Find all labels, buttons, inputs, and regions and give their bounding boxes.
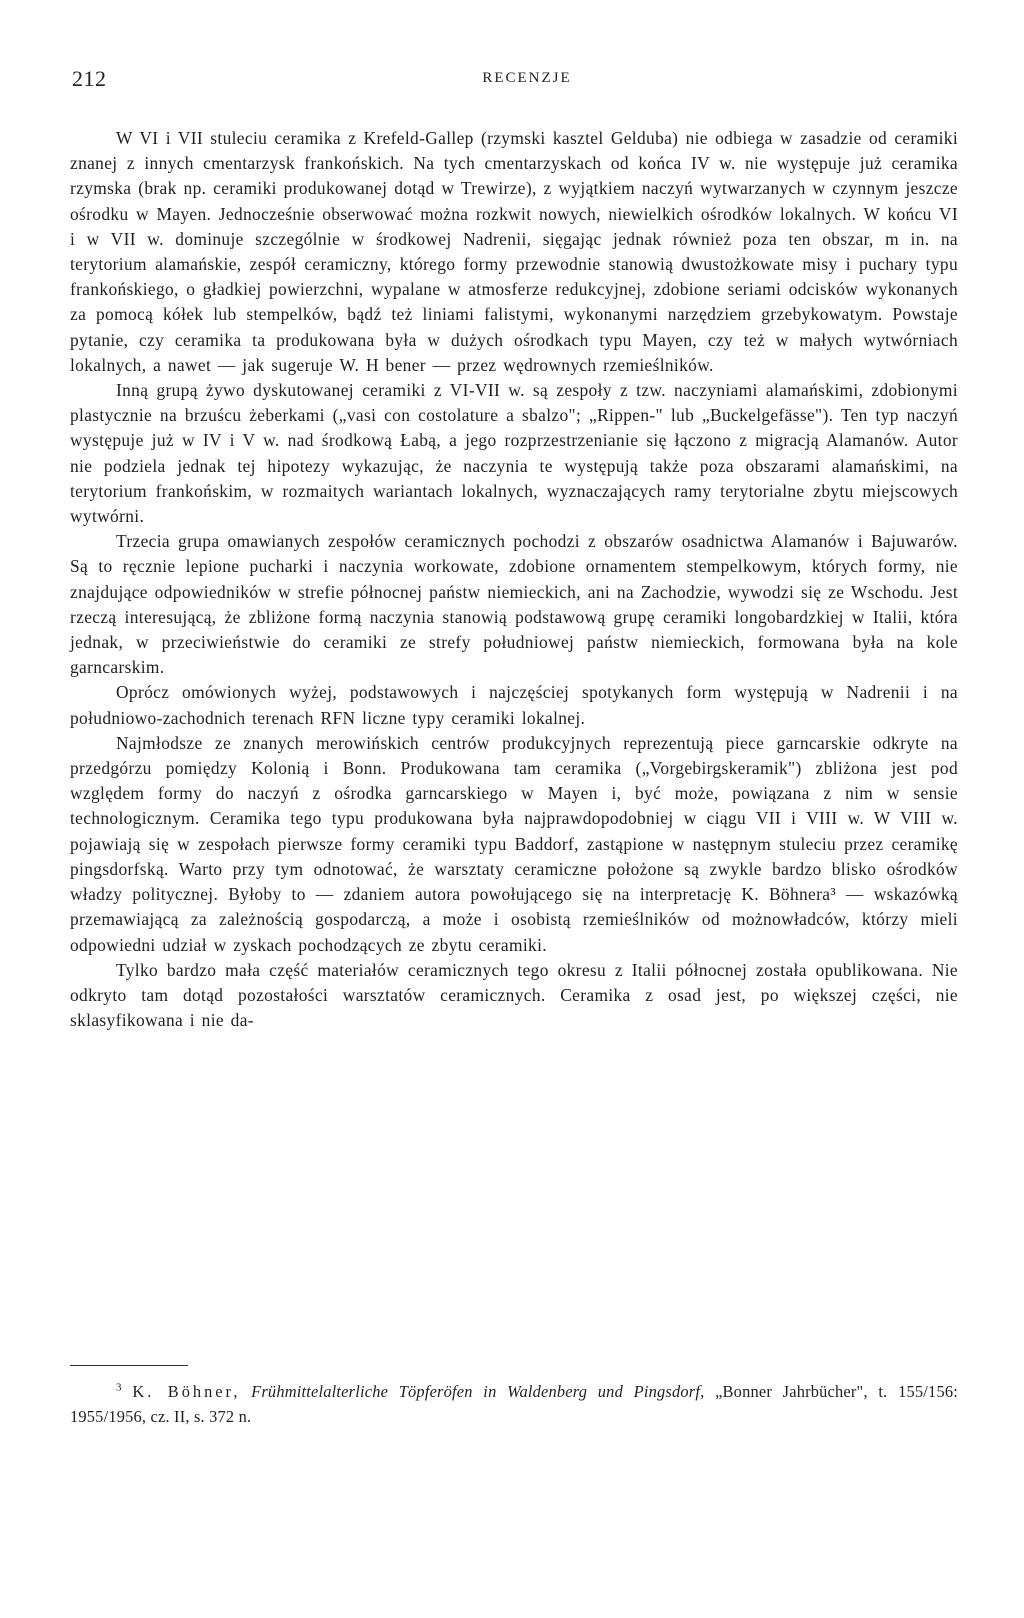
article-body bbox=[70, 126, 958, 1033]
paragraph: Najmłodsze ze znanych merowińskich centrów produkcyjnych reprezentują piece garncarskie odkryte na przedgórzu pomiędzy Kolonią i Bonn. Produkowana tam ceramika („Vorgebirgskeramik") zbliżona jest pod względem formy do naczyń z ośrodka garncarskiego w Mayen i, być może, powiązana z nim w sensie technologicznym. Ceramika tego typu produkowana była najprawdopodobniej w ciągu VII i VIII w. W VIII w. pojawiają się w zespołach pierwsze formy ceramiki typu Baddorf, zastąpione w następnym stuleciu przez ceramikę pingsdorfską. Warto przy tym odnotować, że warsztaty ceramiczne położone są zwykle bardzo blisko ośrodków władzy politycznej. Byłoby to — zdaniem autora powołującego się na interpretację K. Böhnera³ — wskazówką przemawiającą za zależnością gospodarczą, a może i osobistą rzemieślników od możnowładców, którzy mieli odpowiedni udział w zyskach pochodzących ze zbytu ceramiki. bbox=[70, 732, 958, 955]
paragraph: Oprócz omówionych wyżej, podstawowych i najczęściej spotykanych form występują w Nadrenii i na południowo-zachodnich terenach RFN liczne typy ceramiki lokalnej. bbox=[70, 682, 958, 728]
page-header bbox=[72, 66, 952, 96]
paragraph: Trzecia grupa omawianych zespołów ceramicznych pochodzi z obszarów osadnictwa Alamanów i Bajuwarów. Są to ręcznie lepione pucharki i naczynia workowate, zdobione ornamentem stempelkowym, których formy, nie znajdujące odpowiedników w strefie północnej państw niemieckich, ani na Zachodzie, wywodzi się ze Wschodu. Jest rzeczą interesującą, że zbliżone formą naczynia stanowią podstawową grupę ceramiki longobardzkiej w Italii, która jednak, w przeciwieństwie do ceramiki ze strefy południowej państw niemieckich, formowana była na kole garncarskim. bbox=[70, 531, 958, 678]
footnote-title: Frühmittelalterliche Töpferöfen in Waldenberg und Pingsdorf, bbox=[251, 1382, 705, 1401]
footnote-author: K. Böhner, bbox=[132, 1382, 241, 1401]
page-number: 212 bbox=[72, 66, 107, 91]
footnote-divider bbox=[70, 1365, 188, 1366]
paragraph: W VI i VII stuleciu ceramika z Krefeld-Gallep (rzymski kasztel Gelduba) nie odbiega w zasadzie od ceramiki znanej z innych cmentarzysk frankońskich. Na tych cmentarzyskach od końca IV w. nie występuje już ceramika rzymska (brak np. ceramiki produkowanej dotąd w Trewirze), z wyjątkiem naczyń wytwarzanych w czynnym jeszcze ośrodku w Mayen. Jednocześnie obserwować można rozkwit nowych, niewielkich ośrodków lokalnych. W końcu VI i w VII w. dominuje szczególnie w środkowej Nadrenii, sięgając jednak również poza ten obszar, m in. na terytorium alamańskie, zespół ceramiczny, którego formy przewodnie stanowią dwustożkowate misy i puchary typu frankońskiego, o gładkiej powierzchni, wypalane w atmosferze redukcyjnej, zdobione seriami odcisków wykonanych za pomocą kółek lub stempelków, bądź też liniami falistymi, wykonanymi narzędziem grzebykowatym. Powstaje pytanie, czy ceramika ta produkowana była w dużych ośrodkach typu Mayen, czy też w małych wytwórniach lokalnych, a nawet — jak sugeruje W. H bener — przez wędrownych rzemieślników. bbox=[70, 128, 958, 375]
footnote-marker: 3 bbox=[116, 1381, 122, 1394]
footnote-source: „Bonner Jahrbücher", t. 155/156: 1955/1956, cz. II, s. 372 n. bbox=[70, 1382, 958, 1426]
paragraph: Inną grupą żywo dyskutowanej ceramiki z VI-VII w. są zespoły z tzw. naczyniami alamańskimi, zdobionymi plastycznie na brzuścu żeberkami („vasi con costolature a sbalzo"; „Rippen-" lub „Buckelgefässe"). Ten typ naczyń występuje już w IV i V w. nad środkową Łabą, a jego rozprzestrzenianie się łączono z migracją Alamanów. Autor nie podziela jednak tej hipotezy wykazując, że naczynia te występują także poza obszarami alamańskimi, na terytorium frankońskim, w rozmaitych wariantach lokalnych, wyznaczających ramy terytorialne zbytu miejscowych wytwórni. bbox=[70, 380, 958, 527]
footnote bbox=[70, 1380, 958, 1429]
paragraph: Tylko bardzo mała część materiałów ceramicznych tego okresu z Italii północnej została opublikowana. Nie odkryto tam dotąd pozostałości warsztatów ceramicznych. Ceramika z osad jest, po większej części, nie sklasyfikowana i nie da- bbox=[70, 959, 958, 1031]
running-head: RECENZJE bbox=[482, 70, 572, 86]
